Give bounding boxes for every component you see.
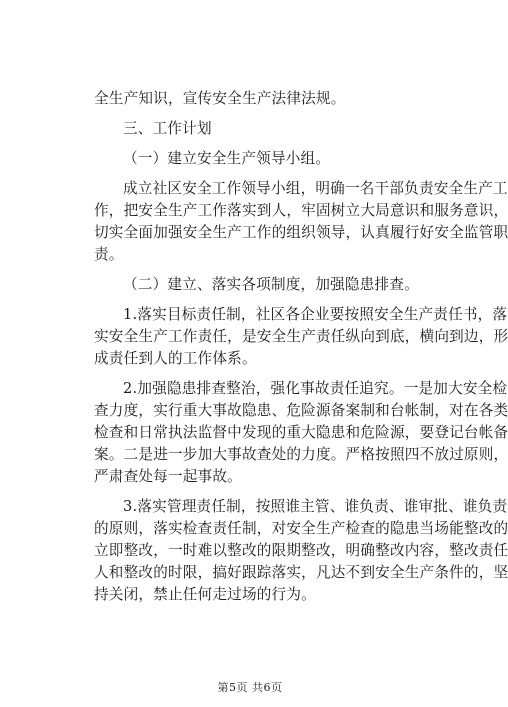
paragraph-line: 实 安 全 生 产 工 作 责 任 ， 是 安 全 生 产 责 任 纵 向 到 底 ， 横 向 到 边 ， 形 (94, 328, 508, 345)
subsection-heading: （一）建立安全生产领导小组。 (123, 150, 331, 167)
paragraph-line: 成 立 社 区 安 全 工 作 领 导 小 组 ， 明 确 一 名 干 部 负 责 安 全 生 产 工 (123, 180, 508, 197)
document-body (94, 88, 508, 606)
paragraph-line: 的 原 则 ， 落 实 检 查 责 任 制 ， 对 安 全 生 产 检 查 的 隐 患 当 场 能 整 改 的 (94, 520, 508, 537)
paragraph-line: 成责任到人的工作体系。 (94, 350, 257, 367)
subsection-heading: （二）建立、落实各项制度，加强隐患排查。 (123, 276, 419, 293)
paragraph-line: 1 . 落 实 目 标 责 任 制 ， 社 区 各 企 业 要 按 照 安 全 生 产 责 任 书 ， 落 (123, 306, 508, 323)
page-footer: 第5页 共6页 (217, 681, 283, 694)
paragraph-line: 责。 (94, 246, 124, 263)
paragraph-line: 2 . 加 强 隐 患 排 查 整 治 ， 强 化 事 故 责 任 追 究 。 一 是 加 大 安 全 检 (123, 380, 508, 397)
paragraph-line: 查 力 度 ， 实 行 重 大 事 故 隐 患 、 危 险 源 备 案 制 和 台 帐 制 ， 对 在 各 类 (94, 402, 508, 419)
paragraph-line: 检 查 和 日 常 执 法 监 督 中 发 现 的 重 大 隐 患 和 危 险 源 ， 要 登 记 台 帐 备 (94, 424, 508, 441)
paragraph-line: 作 ， 把 安 全 生 产 工 作 落 实 到 人 ， 牢 固 树 立 大 局 意 识 和 服 务 意 识 ， (94, 202, 508, 219)
paragraph-line: 3 . 落 实 管 理 责 任 制 ， 按 照 谁 主 管 、 谁 负 责 、 谁 审 批 、 谁 负 责 (123, 498, 508, 515)
paragraph-line: 全生产知识，宣传安全生产法律法规。 (94, 90, 346, 107)
section-heading: 三、工作计划 (123, 120, 212, 137)
paragraph-line: 持关闭，禁止任何走过场的行为。 (94, 586, 316, 603)
paragraph-line: 切 实 全 面 加 强 安 全 生 产 工 作 的 组 织 领 导 ， 认 真 履 行 好 安 全 监 管 职 (94, 224, 508, 241)
paragraph-line: 人 和 整 改 的 时 限 ， 搞 好 跟 踪 落 实 ， 凡 达 不 到 安 全 生 产 条 件 的 ， 坚 (94, 564, 508, 581)
paragraph-line: 立 即 整 改 ， 一 时 难 以 整 改 的 限 期 整 改 ， 明 确 整 改 内 容 ， 整 改 责 任 (94, 542, 508, 559)
paragraph-line: 案 。 二 是 进 一 步 加 大 事 故 查 处 的 力 度 。 严 格 按 照 四 不 放 过 原 则 ， (94, 446, 508, 463)
paragraph-line: 严肃查处每一起事故。 (94, 468, 242, 485)
